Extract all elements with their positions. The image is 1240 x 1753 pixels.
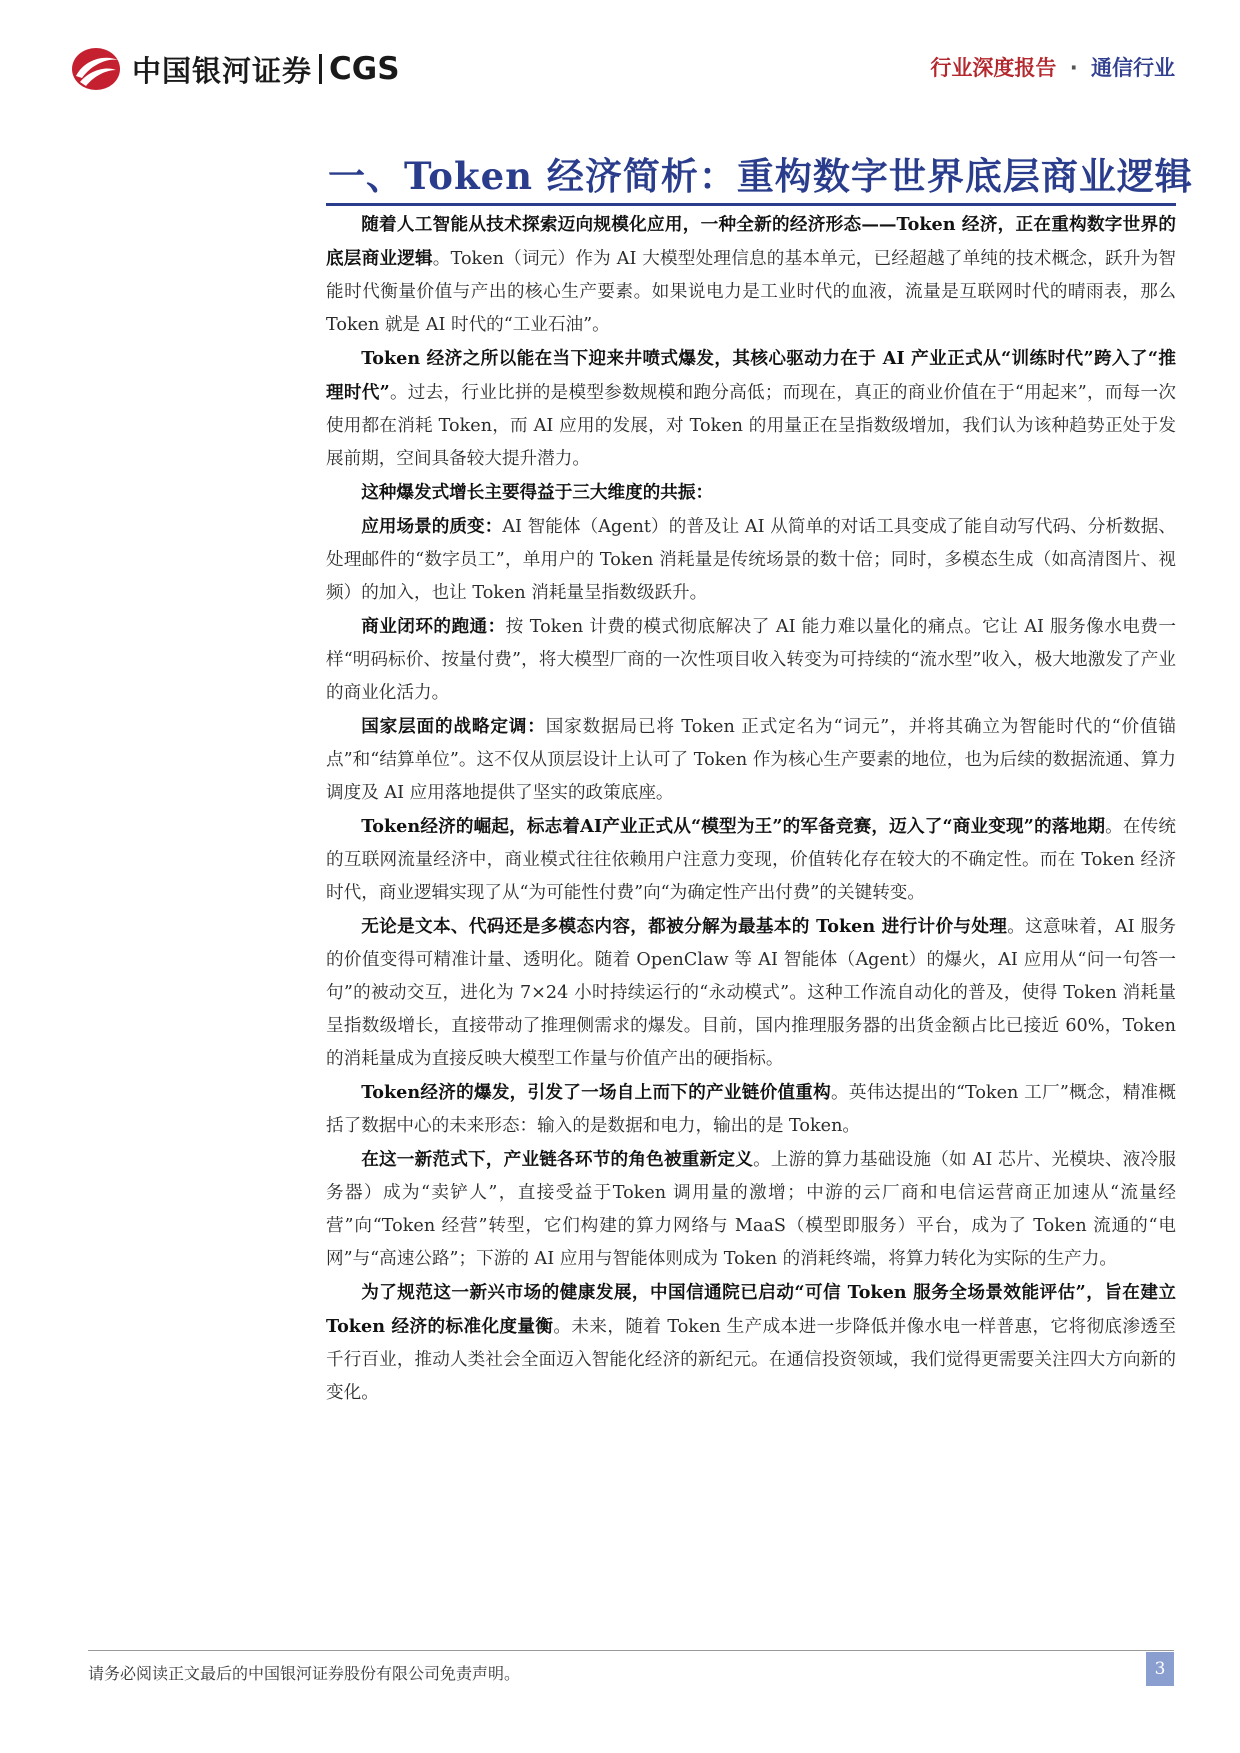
logo-english-name: CGS [329,51,400,87]
paragraph-lead: 随着人工智能从技术探索迈向规模化应用，一种全新的经济形态——Token 经济，正在重构数字世界的底层商业逻辑 [326,214,1176,269]
company-logo [70,44,400,94]
paragraph [326,510,1176,610]
paragraph-body: 按 Token 计费的模式彻底解决了 AI 能力难以量化的痛点。它让 AI 服务像水电费一样“明码标价、按量付费”，将大模型厂商的一次性项目收入转变为可持续的“流水型”收入，极大地激发了产业的商业化活力。 [326,617,1176,703]
paragraph-lead: 商业闭环的跑通： [361,616,506,637]
logo-chinese-name: 中国银河证券 [132,53,313,88]
galaxy-logo-icon [70,46,122,92]
paragraph-body: 国家数据局已将 Token 正式定名为“词元”，并将其确立为智能时代的“价值锚点”和“结算单位”。这不仅从顶层设计上认可了 Token 作为核心生产要素的地位，也为后续的数据流通、算力调度及 AI 应用落地提供了坚实的政策底座。 [326,717,1176,803]
paragraph-body: 。Token（词元）作为 AI 大模型处理信息的基本单元，已经超越了单纯的技术概念，跃升为智能时代衡量价值与产出的核心生产要素。如果说电力是工业时代的血液，流量是互联网时代的晴雨表，那么 Token 就是 AI 时代的“工业石油”。 [326,249,1176,335]
body-text [326,208,1176,1410]
paragraph-body: 。这意味着，AI 服务的价值变得可精准计量、透明化。随着 OpenClaw 等 AI 智能体（Agent）的爆火，AI 应用从“问一句答一句”的被动交互，进化为 7×24 小时持续运行的“永动模式”。这种工作流自动化的普及，使得 Token 消耗量呈指数级增长，直接带动了推理侧需求的爆发。目前，国内推理服务器的出货金额占比已接近 60%，Token 的消耗量成为直接反映大模型工作量与价值产出的硬指标。 [326,917,1176,1069]
footer-disclaimer: 请务必阅读正文最后的中国银河证券股份有限公司免责声明。 [88,1664,521,1683]
paragraph [326,476,1176,510]
paragraph-lead: 在这一新范式下，产业链各环节的角色被重新定义 [361,1149,754,1170]
paragraph [326,1076,1176,1143]
paragraph-body: 。未来，随着 Token 生产成本进一步降低并像水电一样普惠，它将彻底渗透至千行百业，推动人类社会全面迈入智能化经济的新纪元。在通信投资领域，我们觉得更需要关注四大方向新的变化。 [326,1317,1176,1403]
paragraph [326,1143,1176,1276]
report-header-label [930,52,1175,82]
paragraph-lead: Token经济的崛起，标志着AI产业正式从“模型为王”的军备竞赛，迈入了“商业变现”的落地期 [361,816,1106,837]
logo-divider [319,54,322,84]
header-separator: · [1069,56,1078,80]
paragraph-lead: 应用场景的质变： [361,516,503,537]
paragraph [326,910,1176,1076]
title-underline [326,203,1176,206]
paragraph [326,710,1176,810]
paragraph-lead: Token 经济之所以能在当下迎来井喷式爆发，其核心驱动力在于 AI 产业正式从“训练时代”跨入了“推理时代” [326,348,1176,403]
paragraph-body: 。过去，行业比拼的是模型参数规模和跑分高低；而现在，真正的商业价值在于“用起来”，而每一次使用都在消耗 Token，而 AI 应用的发展，对 Token 的用量正在呈指数级增加，我们认为该种趋势正处于发展前期，空间具备较大提升潜力。 [326,383,1176,469]
paragraph-body: AI 智能体（Agent）的普及让 AI 从简单的对话工具变成了能自动写代码、分析数据、处理邮件的“数字员工”，单用户的 Token 消耗量是传统场景的数十倍；同时，多模态生成（如高清图片、视频）的加入，也让 Token 消耗量呈指数级跃升。 [326,517,1176,603]
industry-name: 通信行业 [1091,56,1175,80]
paragraph-lead: 这种爆发式增长主要得益于三大维度的共振： [361,482,714,503]
paragraph [326,1276,1176,1410]
paragraph-body: 。在传统的互联网流量经济中，商业模式往往依赖用户注意力变现，价值转化存在较大的不确定性。而在 Token 经济时代，商业逻辑实现了从“为可能性付费”向“为确定性产出付费”的关键转变。 [326,817,1176,903]
paragraph-body: 。英伟达提出的“Token 工厂”概念，精准概括了数据中心的未来形态：输入的是数据和电力，输出的是 Token。 [326,1083,1176,1136]
paragraph [326,810,1176,910]
report-type: 行业深度报告 [930,56,1057,80]
section-title: 一、Token 经济简析：重构数字世界底层商业逻辑 [328,154,1193,198]
footer-divider [88,1650,1174,1651]
paragraph [326,610,1176,710]
paragraph-lead: 无论是文本、代码还是多模态内容，都被分解为最基本的 Token 进行计价与处理 [361,916,1008,937]
paragraph-lead: Token经济的爆发，引发了一场自上而下的产业链价值重构 [361,1082,832,1103]
paragraph-body: 。上游的算力基础设施（如 AI 芯片、光模块、液冷服务器）成为“卖铲人”，直接受益于Token 调用量的激增；中游的云厂商和电信运营商正加速从“流量经营”向“Token 经营”转型，它们构建的算力网络与 MaaS（模型即服务）平台，成为了 Token 流通的“电网”与“高速公路”；下游的 AI 应用与智能体则成为 Token 的消耗终端，将算力转化为实际的生产力。 [326,1150,1176,1269]
paragraph [326,208,1176,342]
page-number: 3 [1146,1652,1174,1686]
paragraph [326,342,1176,476]
paragraph-lead: 为了规范这一新兴市场的健康发展，中国信通院已启动“可信 Token 服务全场景效能评估”，旨在建立 Token 经济的标准化度量衡 [326,1282,1176,1337]
paragraph-lead: 国家层面的战略定调： [361,716,546,737]
